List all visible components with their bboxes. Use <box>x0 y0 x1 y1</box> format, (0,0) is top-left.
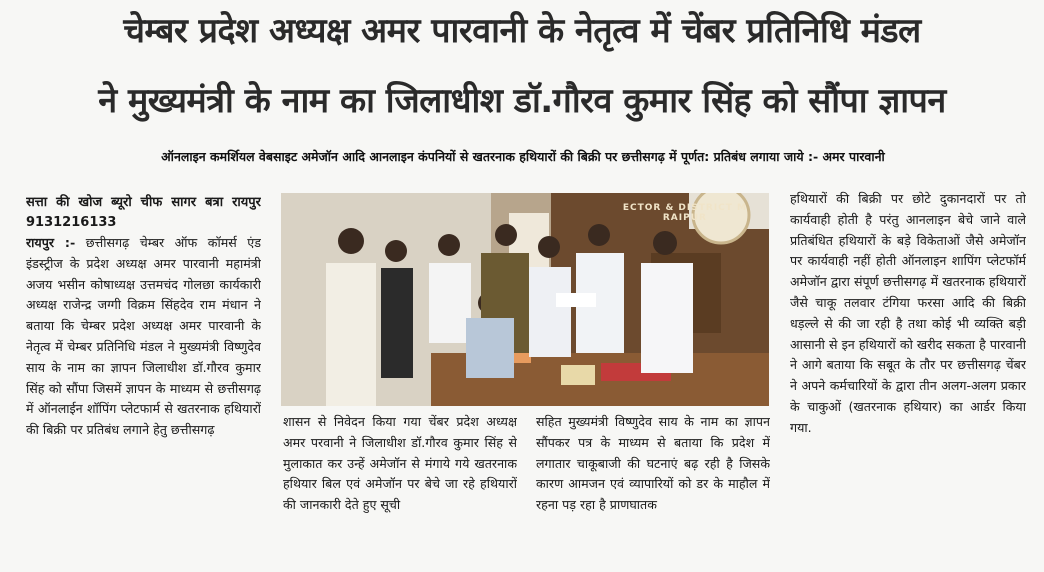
news-photo <box>281 193 769 406</box>
photo-sign-line-2: RAIPUR <box>662 213 707 223</box>
column-1-text: छत्तीसगढ़ चेम्बर ऑफ कॉमर्स एंड इंडस्ट्रीज के प्रदेश अध्यक्ष अमर पारवानी महामंत्री अजय भसीन कोषाध्यक्ष उत्तमचंद गोलछा कार्यकारी अध्यक्ष राजेन्द्र जग्गी विक्रम सिंहदेव राम मंधान ने बताया कि चेम्बर प्रदेश अध्यक्ष अमर पारवानी के नेतृत्व में चेम्बर प्रतिनिधि मंडल ने मुख्यमंत्री विष्णुदेव साय के नाम का ज्ञापन जिलाधीश डॉ.गौरव कुमार सिंह को सौंपा जिसमें ज्ञापन के माध्यम से छत्तीसगढ़ में ऑनलाईन शॉपिंग प्लेटफार्म से खतरनाक हथियारों की बिक्री पर प्रतिबंध लगाने हेतु छत्तीसगढ़ <box>26 235 261 438</box>
dateline: रायपुर :- <box>26 235 76 250</box>
article-column-1 <box>26 193 261 553</box>
headline-line-1: चेम्बर प्रदेश अध्यक्ष अमर पारवानी के नेतृत्व में चेंबर प्रतिनिधि मंडल <box>123 11 921 51</box>
headline-line-2: ने मुख्यमंत्री के नाम का जिलाधीश डॉ.गौरव कुमार सिंह को सौंपा ज्ञापन <box>98 81 946 121</box>
subheadline: ऑनलाइन कमर्शियल वेबसाइट अमेजॉन आदि आनलाइन कंपनियों से खतरनाक हथियारों की बिक्री पर छत्तीसगढ़ में पूर्णत: प्रतिबंध लगाया जाये :- अमर पारवानी <box>161 149 885 164</box>
article-column-3: सहित मुख्यमंत्री विष्णुदेव साय के नाम का ज्ञापन सौंपकर पत्र के माध्यम से बताया कि प्रदेश में लगातार चाकूबाजी की घटनाएं बढ़ रही है जिसके कारण आमजन एवं व्यापारियों को डर के माहौल में रहना पड़ रहा है प्राणघातक <box>536 414 770 513</box>
article-column-4: हथियारों की बिक्री पर छोटे दुकानदारों पर तो कार्यवाही होती है परंतु आनलाइन बेचे जाने वाले प्रतिबंधित हथियारों के बड़े विकेताओं जैसे अमेजॉन पर कार्यवाही नहीं होती ऑनलाइन शापिंग प्लेटफॉर्म अमेजॉन द्वारा संपूर्ण छत्तीसगढ़ में खतरनाक हथियारों जैसे चाकू तलवार टंगिया फरसा आदि की बिक्री धड़ल्ले से की जा रही है तथा कोई भी व्यक्ति बड़ी आसानी से इन हथियारों को खरीद सकता है पारवानी ने आगे बताया कि सबूत के तौर पर छत्तीसगढ़ चेंबर ने अपने कर्मचारियों के द्वारा तीन अलग-अलग प्रकार के चाकुओं (खतरनाक हथियार) का आर्डर किया गया. <box>790 191 1026 435</box>
photo-illustration <box>281 193 769 406</box>
article-column-2: शासन से निवेदन किया गया चेंबर प्रदेश अध्यक्ष अमर परवानी ने जिलाधीश डॉ.गौरव कुमार सिंह से मुलाकात कर उन्हें अमेजॉन से मंगाये गये खतरनाक हथियार बिल एवं अमेजॉन पर बेचे जा रहे हथियारों की जानकारी देते हुए सूची <box>283 414 517 513</box>
byline: सत्ता की खोज ब्यूरो चीफ सागर बत्रा रायपुर 9131216133 <box>26 195 261 230</box>
photo-sign-plate <box>623 203 747 223</box>
photo-sign-line-1: ECTOR & DISTRICT M <box>622 203 747 213</box>
